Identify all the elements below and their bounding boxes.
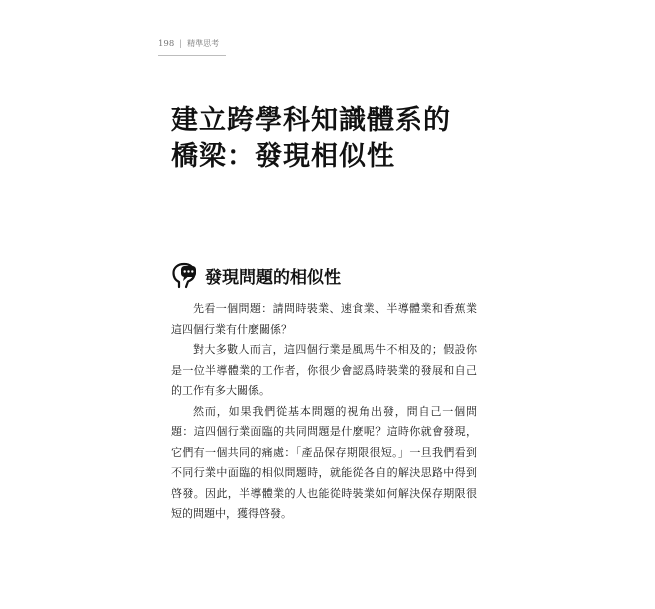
paragraph-3: 然而，如果我們從基本問題的視角出發，問自己一個問題：這四個行業面臨的共同問題是什麼呢？這時你就會發現，它們有一個共同的痛處：「產品保存期限很短。」一旦我們看到不同行業中面臨的相似問題時，就能從各自的解決思路中得到啓發。因此，半導體業的人也能從時裝業如何解決保存期限很短的問題中，獲得啓發。 <box>171 404 477 520</box>
chapter-title <box>171 103 451 175</box>
body-text <box>171 299 477 525</box>
page-number: 198 <box>158 38 175 49</box>
chapter-name: 精準思考 <box>187 39 220 48</box>
header-separator: | <box>179 38 183 49</box>
speech-bubble-head-icon <box>171 262 198 289</box>
paragraph-2: 對大多數人而言，這四個行業是風馬牛不相及的；假設你是一位半導體業的工作者，你很少會認爲時裝業的發展和自己的工作有多大關係。 <box>171 343 477 397</box>
chapter-title-line-2: 橋梁：發現相似性 <box>171 141 395 172</box>
section-heading-text: 發現問題的相似性 <box>205 268 341 288</box>
section-heading <box>171 262 341 289</box>
paragraph-1: 先看一個問題：請問時裝業、速食業、半導體業和香蕉業這四個行業有什麼關係？ <box>171 302 477 336</box>
chapter-title-line-1: 建立跨學科知識體系的 <box>171 105 451 136</box>
running-header <box>158 38 226 56</box>
